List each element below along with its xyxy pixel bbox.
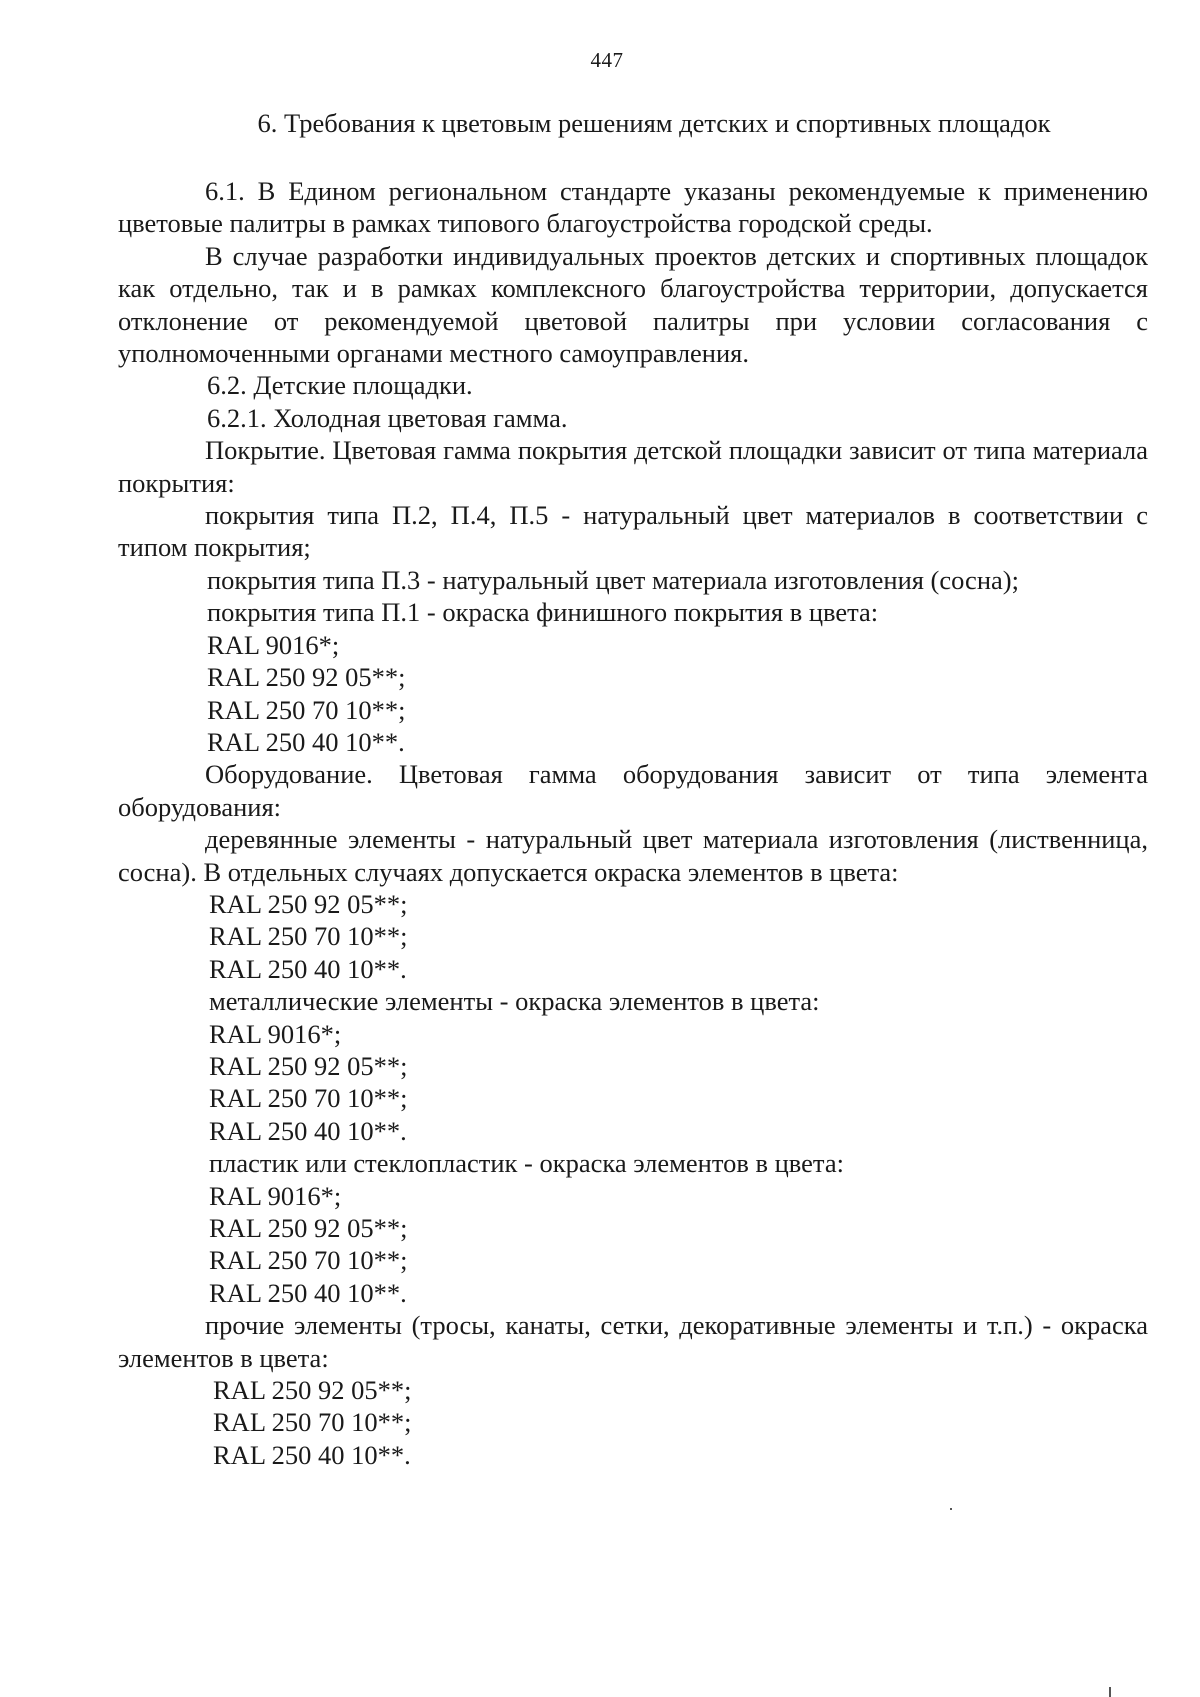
- paragraph-metal-elements: металлические элементы - окраска элементов в цвета:: [209, 986, 820, 1017]
- ral-code: RAL 9016*;: [209, 1018, 342, 1049]
- ral-code: RAL 250 92 05**;: [209, 888, 408, 919]
- ral-code: RAL 250 70 10**;: [209, 1245, 408, 1276]
- ral-code: RAL 250 40 10**.: [209, 953, 407, 984]
- paragraph-equipment: Оборудование. Цветовая гамма оборудования зависит от типа элемента оборудования:: [118, 759, 1148, 822]
- paragraph-wooden-elements: деревянные элементы - натуральный цвет материала изготовления (лиственница, сосна). В отдельных случаях допускается окраска элементов в цвета:: [118, 824, 1148, 887]
- paragraph-coating-p2-p4-p5: покрытия типа П.2, П.4, П.5 - натуральный цвет материалов в соответствии с типом покрытия;: [118, 500, 1148, 563]
- paragraph-6-1: 6.1. В Едином региональном стандарте указаны рекомендуемые к применению цветовые палитры в рамках типового благоустройства городской среды.: [118, 176, 1148, 239]
- ral-code: RAL 250 40 10**.: [207, 726, 405, 757]
- ral-code: RAL 250 92 05**;: [213, 1375, 412, 1406]
- page-number: 447: [590, 48, 624, 72]
- document-body: [118, 175, 1148, 1471]
- ral-code: RAL 250 92 05**;: [209, 1213, 408, 1243]
- ral-code: RAL 250 40 10**.: [209, 1277, 407, 1308]
- subsection-6-2: 6.2. Детские площадки.: [207, 370, 473, 401]
- ral-code: RAL 9016*;: [207, 629, 340, 660]
- paragraph-coating: Покрытие. Цветовая гамма покрытия детской площадки зависит от типа материала покрытия:: [118, 435, 1148, 498]
- paragraph-coating-p1: покрытия типа П.1 - окраска финишного покрытия в цвета:: [207, 597, 879, 628]
- paragraph-individual-projects: В случае разработки индивидуальных проектов детских и спортивных площадок как отдельно, так и в рамках комплексного благоустройства территории, допускается отклонение от рекомендуемой цветовой палитры при условии согласования с уполномоченными органами местного самоуправления.: [118, 240, 1148, 369]
- paragraph-coating-p3: покрытия типа П.3 - натуральный цвет материала изготовления (сосна);: [207, 564, 1019, 595]
- ral-code: RAL 250 70 10**;: [209, 921, 408, 952]
- ral-code: RAL 9016*;: [209, 1180, 342, 1211]
- scan-speck: [950, 1508, 952, 1510]
- scan-speck: [1109, 1687, 1111, 1697]
- ral-code: RAL 250 92 05**;: [209, 1050, 408, 1081]
- ral-code: RAL 250 40 10**.: [213, 1439, 411, 1470]
- paragraph-plastic-elements: пластик или стеклопластик - окраска элементов в цвета:: [209, 1148, 844, 1179]
- section-heading: 6. Требования к цветовым решениям детских и спортивных площадок: [257, 108, 1051, 138]
- ral-code: RAL 250 40 10**.: [209, 1115, 407, 1146]
- paragraph-other-elements: прочие элементы (тросы, канаты, сетки, декоративные элементы и т.п.) - окраска элементов в цвета:: [118, 1310, 1148, 1373]
- subsection-6-2-1: 6.2.1. Холодная цветовая гамма.: [207, 402, 568, 433]
- ral-code: RAL 250 70 10**;: [209, 1083, 408, 1114]
- ral-code: RAL 250 70 10**;: [207, 694, 406, 725]
- ral-code: RAL 250 70 10**;: [213, 1407, 412, 1438]
- ral-code: RAL 250 92 05**;: [207, 662, 406, 693]
